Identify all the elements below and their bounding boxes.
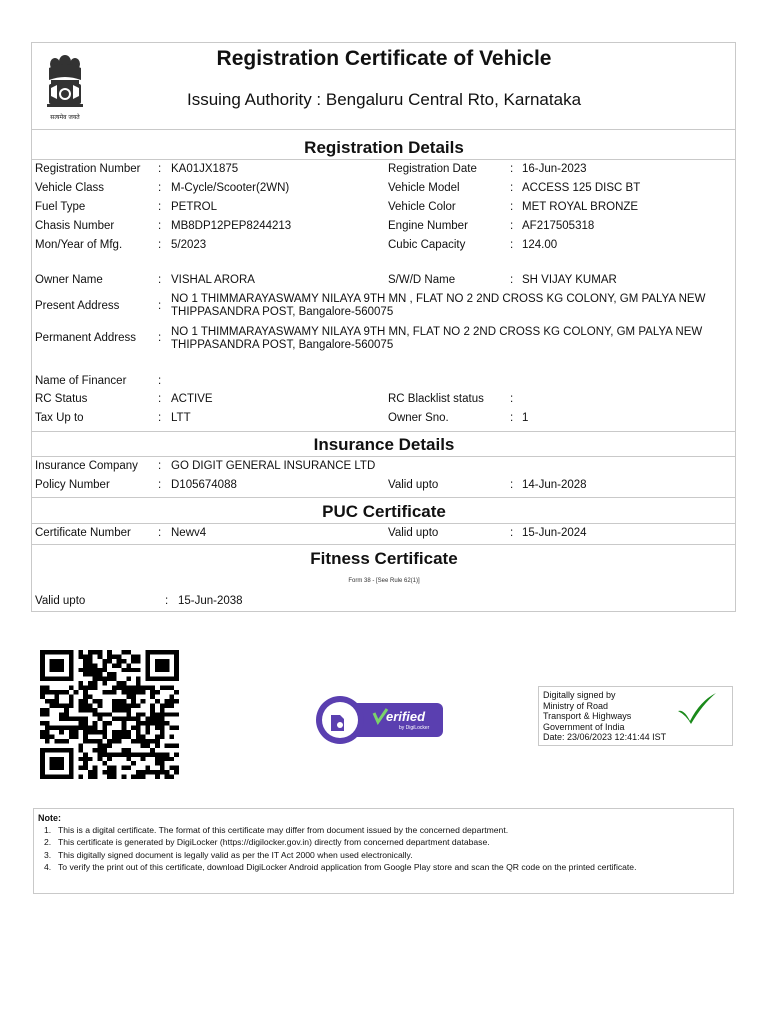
- puc-heading: PUC Certificate: [322, 502, 446, 521]
- present-address-value: NO 1 THIMMARAYASWAMY NILAYA 9TH MN , FLAT NO 2 2ND CROSS KG COLONY, GM PALYA NEW THIPPASANDRA POST, Bangalore-560075: [171, 293, 706, 318]
- divider: [31, 129, 736, 130]
- policy-row: Policy Number : D105674088 Valid upto : 14-Jun-2028: [35, 479, 587, 491]
- puc-cert-value: Newv4: [171, 527, 207, 539]
- note-title: Note:: [38, 813, 61, 823]
- insurance-company-row: Insurance Company : GO DIGIT GENERAL INSURANCE LTD: [35, 460, 376, 472]
- signature-line: Government of India: [543, 721, 625, 732]
- note-number: 3.: [44, 849, 52, 860]
- signature-line: Transport & Highways: [543, 711, 632, 722]
- insurance-valid-value: 14-Jun-2028: [522, 479, 587, 491]
- issuing-authority: Issuing Authority : Bengaluru Central Rto, Karnataka: [186, 90, 582, 109]
- signature-line: Ministry of Road: [543, 700, 609, 711]
- owner-row: Owner Name : VISHAL ARORA S/W/D Name : SH VIJAY KUMAR: [35, 274, 617, 286]
- owner-sno-value: 1: [522, 412, 529, 424]
- permanent-address-label: Permanent Address: [35, 332, 137, 344]
- colon: :: [510, 201, 514, 213]
- note-number: 1.: [44, 825, 52, 835]
- tax-value: LTT: [171, 412, 191, 424]
- qr-code: [40, 650, 179, 779]
- swd-name-value: SH VIJAY KUMAR: [522, 274, 617, 286]
- field-label: Registration Number: [35, 163, 141, 175]
- note-text: This digitally signed document is legally valid as per the IT Act 2000 when used electronically.: [58, 849, 413, 860]
- puc-valid-value: 15-Jun-2024: [522, 527, 587, 539]
- colon: :: [158, 239, 162, 251]
- field-label: Mon/Year of Mfg.: [35, 239, 123, 251]
- registration-row: [0, 239, 768, 253]
- field-label: Vehicle Class: [35, 182, 105, 194]
- field-label: Cubic Capacity: [388, 239, 466, 251]
- verified-sub: by DigiLocker: [399, 725, 430, 731]
- present-address-label: Present Address: [35, 300, 120, 312]
- field-label: Vehicle Color: [388, 201, 456, 213]
- note-item: [44, 861, 636, 873]
- financer-row: Name of Financer :: [35, 375, 162, 387]
- colon: :: [158, 182, 162, 194]
- tax-label: Tax Up to: [35, 412, 84, 424]
- puc-row: Certificate Number : Newv4 Valid upto : 15-Jun-2024: [35, 527, 587, 539]
- puc-valid-label: Valid upto: [388, 527, 439, 539]
- insurance-heading: Insurance Details: [313, 435, 455, 454]
- colon: :: [510, 220, 514, 232]
- rc-status-row: RC Status : ACTIVE RC Blacklist status :: [35, 393, 514, 405]
- field-label: Registration Date: [388, 163, 477, 175]
- field-value: PETROL: [171, 201, 218, 213]
- insurance-company-value: GO DIGIT GENERAL INSURANCE LTD: [171, 460, 376, 472]
- divider: [31, 497, 736, 498]
- note-text: This is a digital certificate. The format of this certificate may differ from document issued by the concerned department.: [58, 825, 509, 835]
- policy-number-label: Policy Number: [35, 479, 110, 491]
- field-value: 16-Jun-2023: [522, 163, 587, 175]
- note-list: [44, 824, 636, 873]
- permanent-address-row: Permanent Address :: [35, 332, 162, 344]
- colon: :: [510, 239, 514, 251]
- colon: :: [158, 220, 162, 232]
- rc-blacklist-label: RC Blacklist status: [388, 393, 484, 405]
- divider: [31, 456, 736, 457]
- registration-heading: Registration Details: [304, 138, 464, 157]
- policy-number-value: D105674088: [171, 479, 237, 491]
- field-label: Vehicle Model: [388, 182, 460, 194]
- fitness-row: Valid upto : 15-Jun-2038: [35, 595, 243, 607]
- registration-row: [0, 201, 768, 215]
- divider: [31, 523, 736, 524]
- field-value: 5/2023: [171, 239, 207, 251]
- field-label: Fuel Type: [35, 201, 86, 213]
- present-address-row: Present Address :: [35, 300, 162, 312]
- fitness-valid-label: Valid upto: [35, 595, 86, 607]
- divider: [31, 544, 736, 545]
- colon: :: [510, 182, 514, 194]
- signature-check-icon: [676, 691, 718, 725]
- digital-signature-box: [538, 686, 733, 746]
- note-number: 2.: [44, 837, 52, 848]
- permanent-address-value: NO 1 THIMMARAYASWAMY NILAYA 9TH MN, FLAT NO 2 2ND CROSS KG COLONY, GM PALYA NEW THIPPASANDRA POST, Bangalore-560075: [171, 326, 703, 351]
- emblem-caption: सत्यमेव जयते: [50, 114, 80, 121]
- divider: [31, 159, 736, 160]
- field-value: KA01JX1875: [171, 163, 239, 175]
- field-label: Engine Number: [388, 220, 468, 232]
- note-text: This certificate is generated by DigiLocker (https://digilocker.gov.in) directly from concerned department database.: [58, 837, 490, 848]
- field-value: ACCESS 125 DISC BT: [522, 182, 641, 194]
- owner-name-value: VISHAL ARORA: [171, 274, 255, 286]
- rc-status-label: RC Status: [35, 393, 88, 405]
- divider: [31, 431, 736, 432]
- note-number: 4.: [44, 861, 52, 872]
- field-value: M-Cycle/Scooter(2WN): [171, 182, 290, 194]
- verified-text: erified: [386, 709, 426, 724]
- registration-row: [0, 163, 768, 177]
- field-label: Chasis Number: [35, 220, 115, 232]
- signature-line: Date: 23/06/2023 12:41:44 IST: [543, 732, 667, 743]
- puc-cert-label: Certificate Number: [35, 527, 131, 539]
- registration-row: [0, 220, 768, 234]
- field-value: MB8DP12PEP8244213: [171, 220, 292, 232]
- form-rule-note: Form 38 - [See Rule 62(1)]: [348, 578, 420, 584]
- financer-label: Name of Financer: [35, 375, 127, 387]
- fitness-valid-value: 15-Jun-2038: [178, 595, 243, 607]
- note-item: [44, 849, 636, 861]
- colon: :: [158, 201, 162, 213]
- page-title: Registration Certificate of Vehicle: [216, 47, 552, 70]
- note-box: [33, 808, 734, 894]
- insurance-valid-label: Valid upto: [388, 479, 439, 491]
- field-value: AF217505318: [522, 220, 595, 232]
- colon: :: [510, 163, 514, 175]
- note-text: To verify the print out of this certificate, download DigiLocker Android application from Google Play store and scan the QR code on the printed certificate.: [58, 861, 637, 872]
- note-item: [44, 836, 636, 848]
- note-item: [44, 824, 636, 836]
- insurance-company-label: Insurance Company: [35, 460, 138, 472]
- signature-text: [543, 690, 666, 743]
- rc-status-value: ACTIVE: [171, 393, 213, 405]
- field-value: 124.00: [522, 239, 558, 251]
- fitness-heading: Fitness Certificate: [310, 549, 458, 568]
- swd-name-label: S/W/D Name: [388, 274, 456, 286]
- registration-row: [0, 182, 768, 196]
- tax-row: Tax Up to : LTT Owner Sno. : 1: [35, 412, 529, 424]
- owner-name-label: Owner Name: [35, 274, 103, 286]
- colon: :: [158, 163, 162, 175]
- signature-line: Digitally signed by: [543, 690, 616, 700]
- field-value: MET ROYAL BRONZE: [522, 201, 639, 213]
- owner-sno-label: Owner Sno.: [388, 412, 449, 424]
